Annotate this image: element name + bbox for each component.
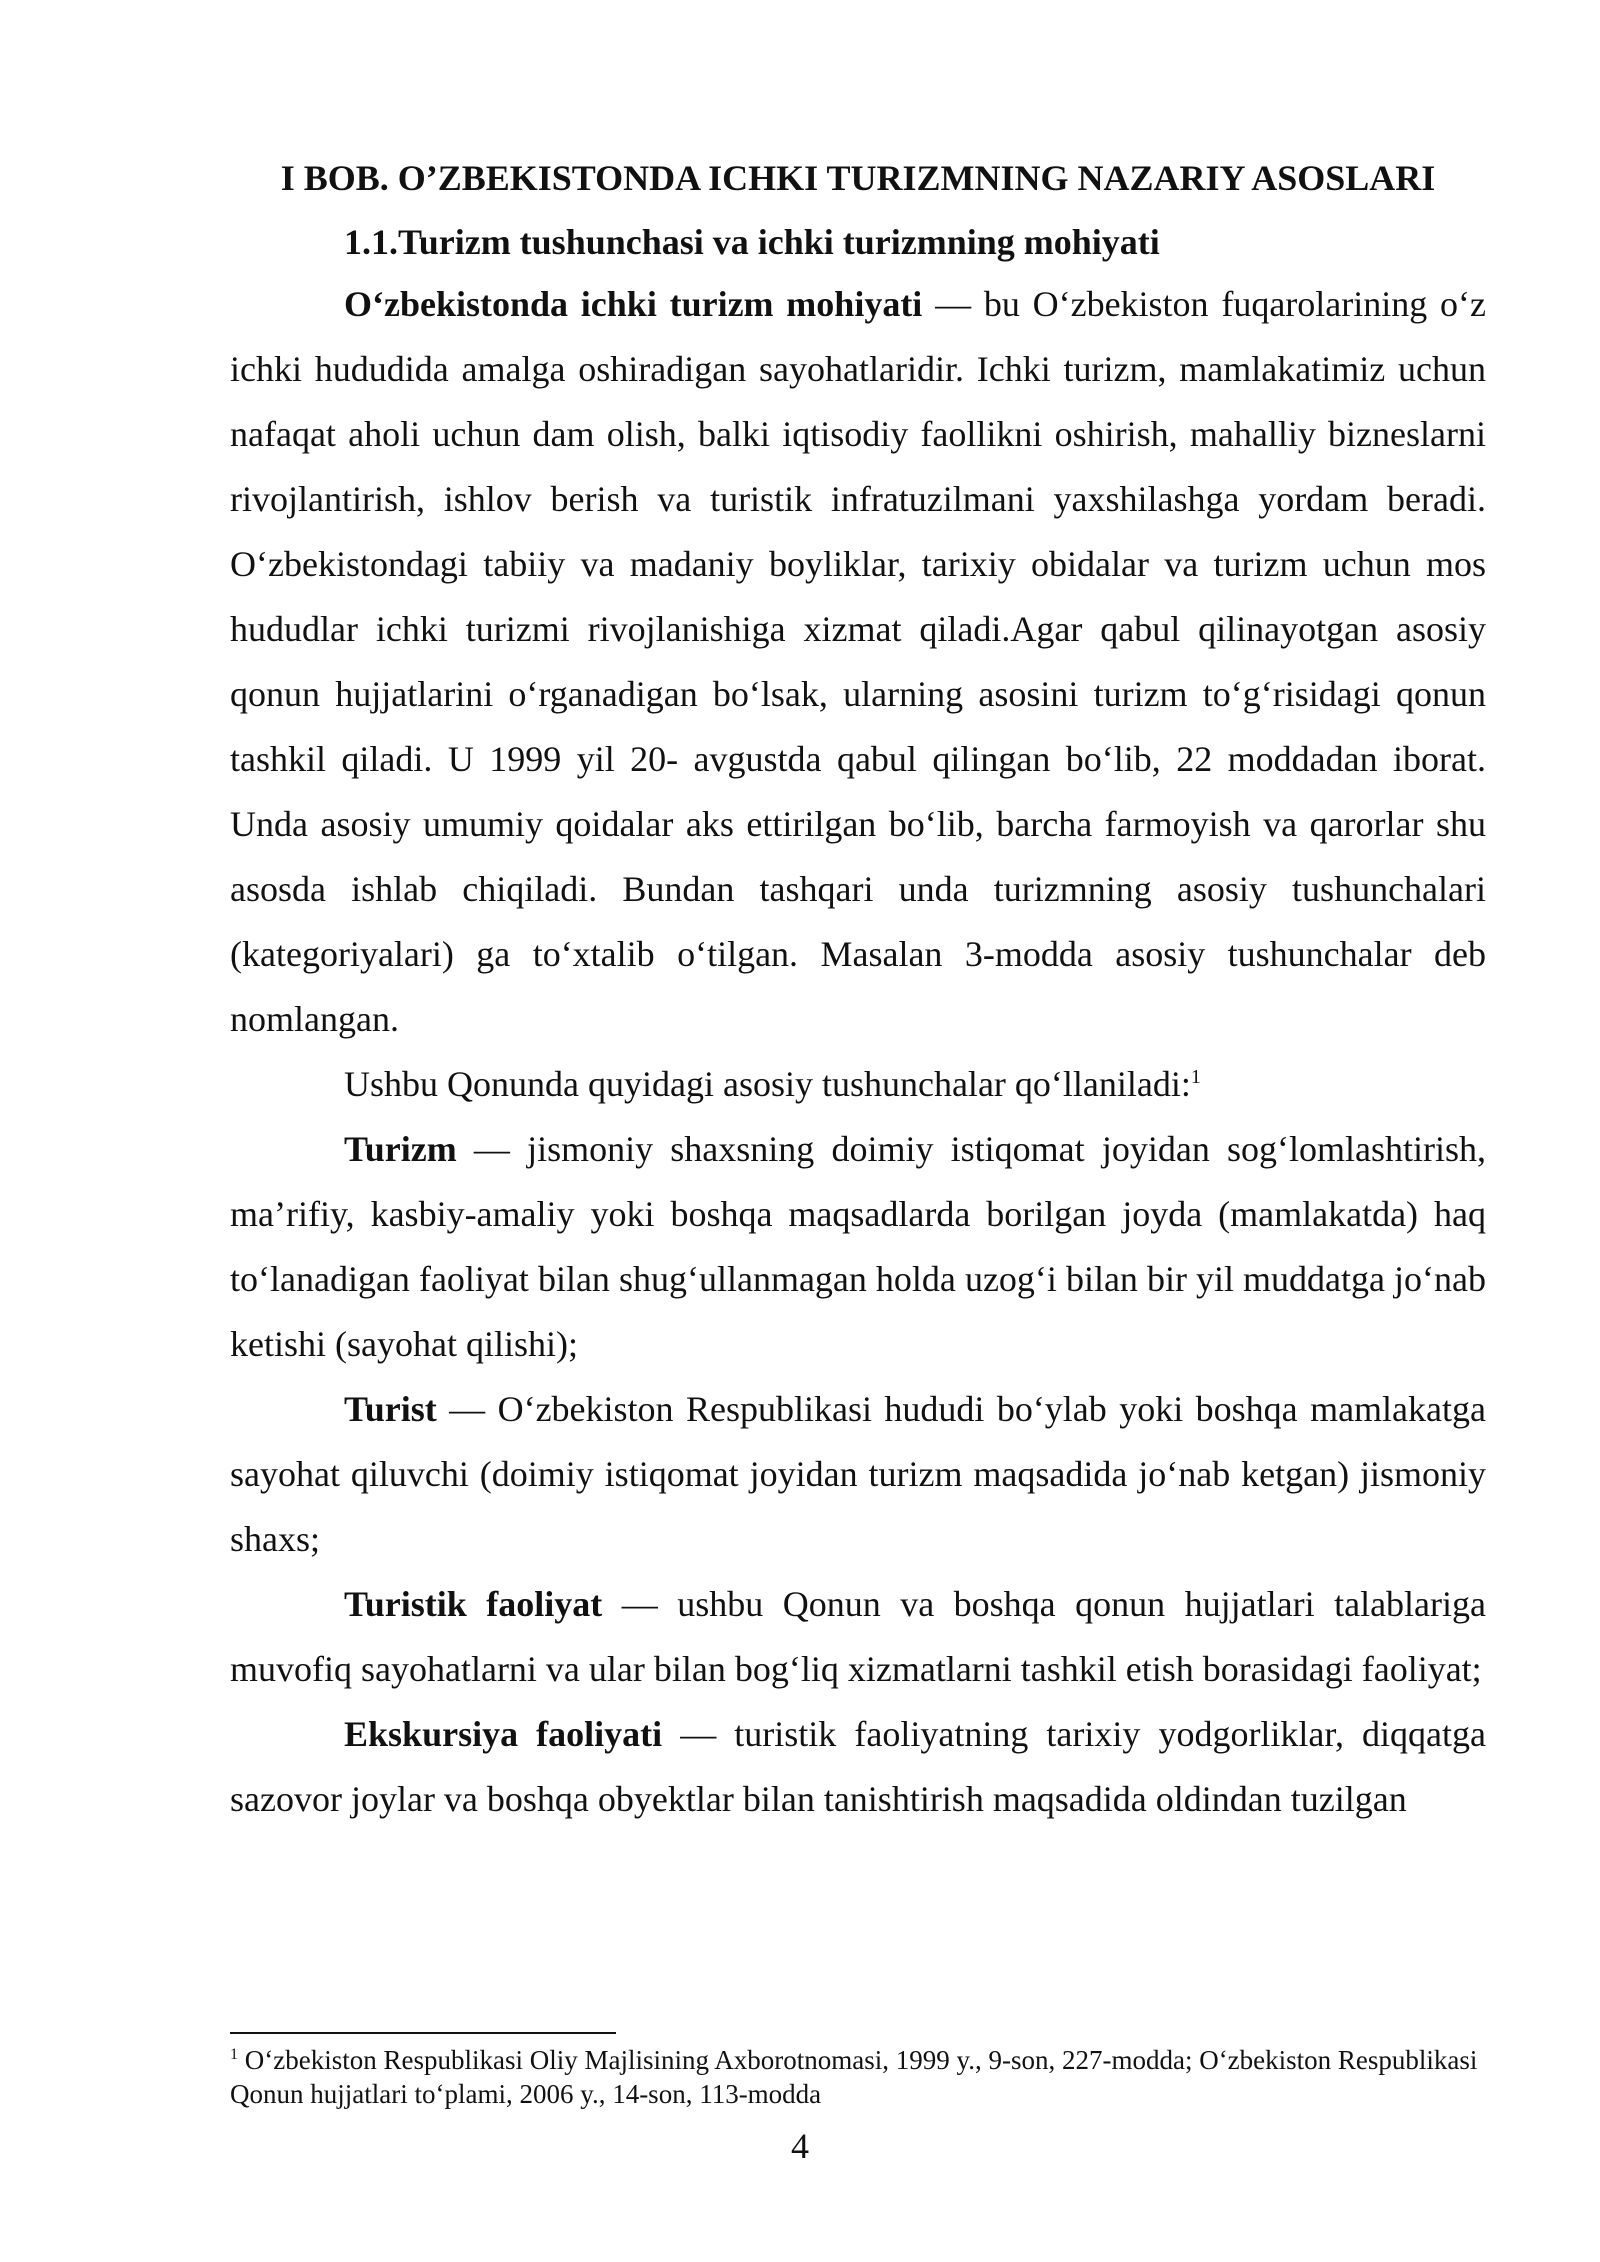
term-turistik-faoliyat: Turistik faoliyat xyxy=(344,1584,603,1624)
chapter-title: I BOB. O’ZBEKISTONDA ICHKI TURIZMNING NAZARIY ASOSLARI xyxy=(280,158,1436,198)
definition-turizm xyxy=(230,1117,1486,1377)
definition-ekskursiya-faoliyati-text: — turistik faoliyatning tarixiy yodgorliklar, diqqatga sazovor joylar va boshqa obyektlar bilan tanishtirish maqsadida oldindan tuzilgan xyxy=(230,1714,1486,1819)
term-turist: Turist xyxy=(344,1389,437,1429)
definition-turizm-text: — jismoniy shaxsning doimiy istiqomat joyidan sog‘lomlashtirish, ma’rifiy, kasbiy-amaliy yoki boshqa maqsadlarda borilgan joyda (mamlakatda) haq to‘lanadigan faoliyat bilan shug‘ullanmagan holda uzog‘i bilan bir yil muddatga jo‘nab ketishi (sayohat qilishi); xyxy=(230,1129,1486,1364)
footnote-reference[interactable]: 1 xyxy=(1190,1066,1201,1088)
main-text xyxy=(230,148,1486,1832)
definition-turist xyxy=(230,1377,1486,1572)
section-title: 1.1.Turizm tushunchasi va ichki turizmning mohiyati xyxy=(344,222,1160,262)
definition-turistik-faoliyat-text: — ushbu Qonun va boshqa qonun hujjatlari talablariga muvofiq sayohatlarni va ular bilan bog‘liq xizmatlarni tashkil etish borasidagi faoliyat; xyxy=(230,1584,1487,1689)
paragraph-intro xyxy=(230,272,1486,1052)
paragraph-law-intro-text: Ushbu Qonunda quyidagi asosiy tushunchalar qo‘llaniladi: xyxy=(344,1064,1191,1104)
term-ekskursiya-faoliyati: Ekskursiya faoliyati xyxy=(344,1714,663,1754)
term-turizm: Turizm xyxy=(344,1129,457,1169)
term-ichki-turizm: O‘zbekistonda ichki turizm mohiyati xyxy=(344,284,923,324)
footnote-separator xyxy=(230,2032,616,2034)
footnote xyxy=(230,2043,1486,2111)
definition-turistik-faoliyat xyxy=(230,1572,1486,1702)
definition-ekskursiya-faoliyati xyxy=(230,1702,1486,1832)
paragraph-intro-text: — bu O‘zbekiston fuqarolarining o‘z ichki hududida amalga oshiradigan sayohatlaridir. Ichki turizm, mamlakatimiz uchun nafaqat aholi uchun dam olish, balki iqtisodiy faollikni oshirish, mahalliy bizneslarni rivojlantirish, ishlov berish va turistik infratuzilmani yaxshilashga yordam beradi. O‘zbekistondagi tabiiy va madaniy boyliklar, tarixiy obidalar va turizm uchun mos hududlar ichki turizmi rivojlanishiga xizmat qiladi.Agar qabul qilinayotgan asosiy qonun hujjatlarini o‘rganadigan bo‘lsak, ularning asosini turizm to‘g‘risidagi qonun tashkil qiladi. U 1999 yil 20- avgustda qabul qilingan bo‘lib, 22 moddadan iborat. Unda asosiy umumiy qoidalar aks ettirilgan bo‘lib, barcha farmoyish va qarorlar shu asosda ishlab chiqiladi. Bundan tashqari unda turizmning asosiy tushunchalari (kategoriyalari) ga to‘xtalib o‘tilgan. Masalan 3-modda asosiy tushunchalar deb nomlangan. xyxy=(230,284,1486,1039)
footnote-marker: 1 xyxy=(230,2046,238,2063)
page-number: 4 xyxy=(791,2126,809,2166)
footnote-text: O‘zbekiston Respublikasi Oliy Majlisining Axborotnomasi, 1999 y., 9-son, 227-modda; O‘zbekiston Respublikasi Qonun hujjatlari to‘plami, 2006 y., 14-son, 113-modda xyxy=(230,2045,1478,2109)
paragraph-law-intro xyxy=(230,1052,1486,1117)
definition-turist-text: — O‘zbekiston Respublikasi hududi bo‘ylab yoki boshqa mamlakatga sayohat qiluvchi (doimiy istiqomat joyidan turizm maqsadida jo‘nab ketgan) jismoniy shaxs; xyxy=(230,1389,1486,1559)
